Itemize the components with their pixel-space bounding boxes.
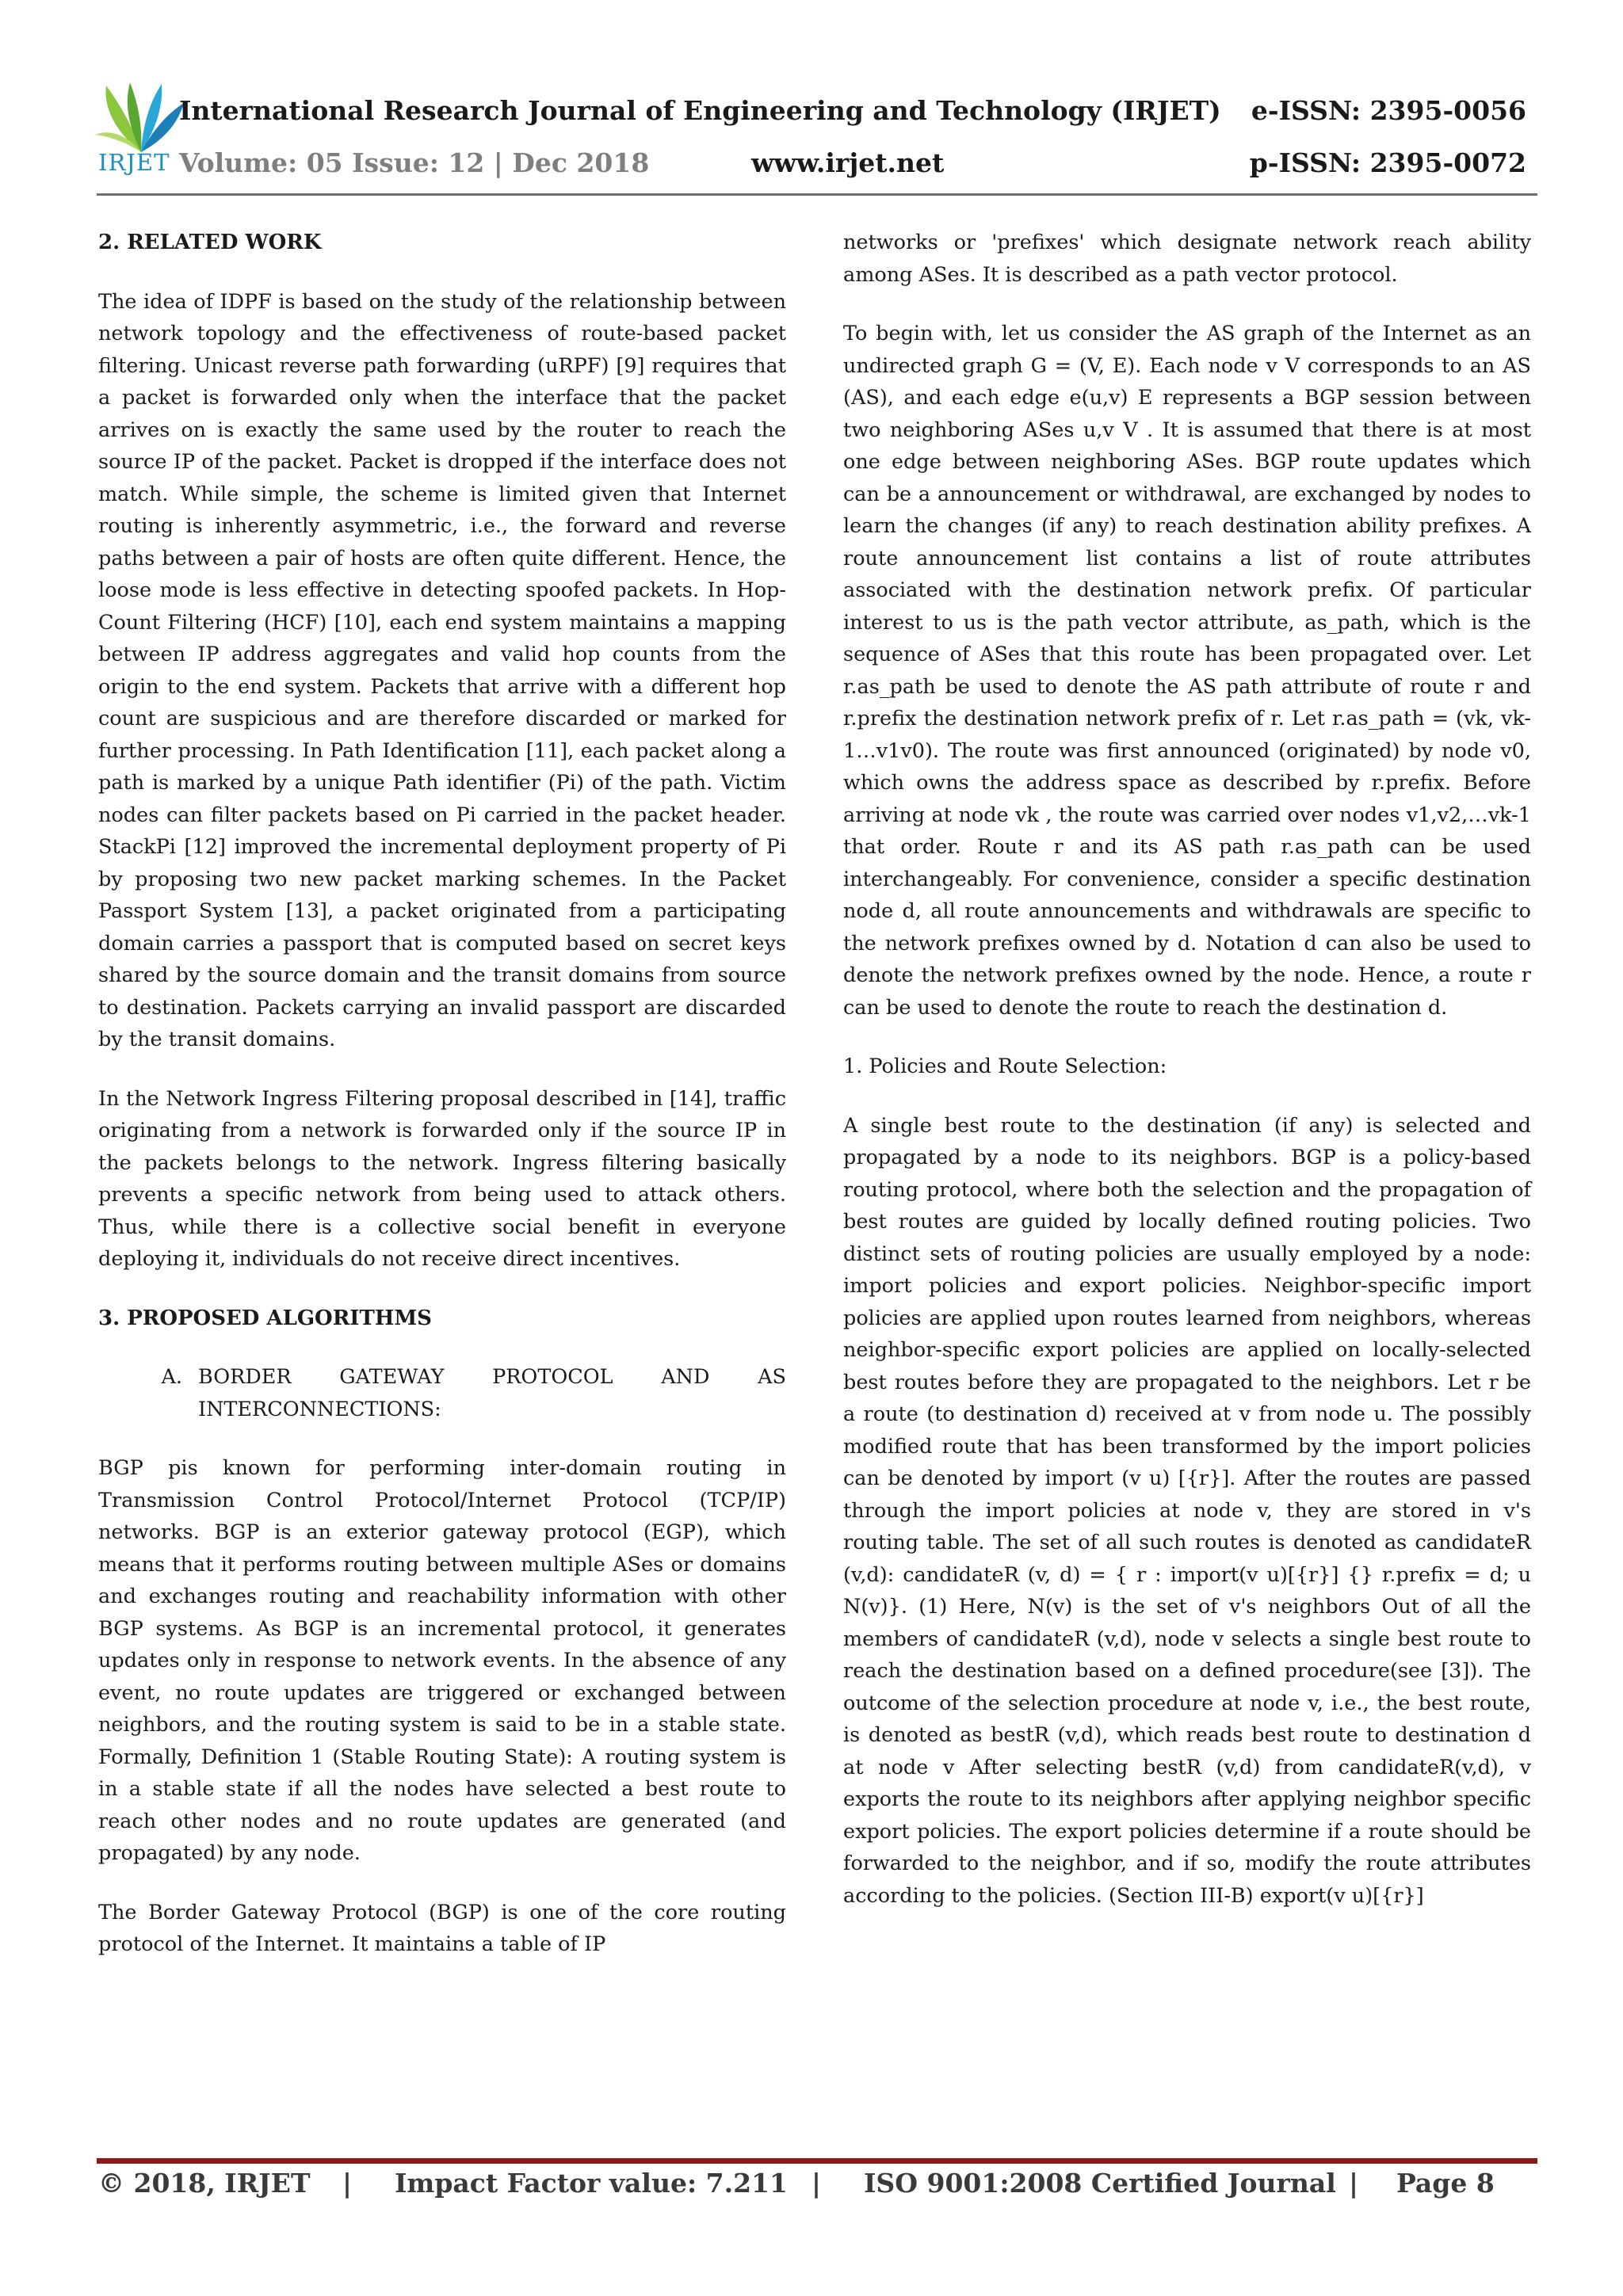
- right-paragraph-2: To begin with, let us consider the AS graph of the Internet as an undirected graph G = (V, E). Each node v V corresponds to an AS (AS), and each edge e(u,v) E represents a BGP session between two neighboring ASes u,v V . It is assumed that there is at most one edge between neighboring ASes. BGP route updates which can be a announcement or withdrawal, are exchanged by nodes to learn the changes (if any) to reach destination ability prefixes. A route announcement list contains a list of route attributes associated with the destination network prefix. Of particular interest to us is the path vector attribute, as_path, which is the sequence of ASes that this route has been propagated over. Let r.as_path be used to denote the AS path attribute of route r and r.prefix the destination network prefix of r. Let r.as_path = (vk, vk-1…v1v0). The route was first announced (originated) by node v0, which owns the address space as described by r.prefix. Before arriving at node vk , the route was carried over nodes v1,v2,…vk-1 that order. Route r and its AS path r.as_path can be used interchangeably. For convenience, consider a specific destination node d, all route announcements and withdrawals are specific to the network prefixes owned by d. Notation d can also be used to denote the network prefixes owned by the node. Hence, a route r can be used to denote the route to reach the destination d.: [843, 322, 1531, 1020]
- volume-issue: Volume: 05 Issue: 12 | Dec 2018: [179, 147, 650, 178]
- journal-title: International Research Journal of Engineering and Technology (IRJET): [179, 95, 1221, 126]
- footer-separator: |: [342, 2168, 353, 2199]
- footer-divider: [97, 2158, 1537, 2164]
- related-work-paragraph-2: In the Network Ingress Filtering proposal described in [14], traffic originating from a network is forwarded only if the source IP in the packets belongs to the network. Ingress filtering basically prevents a specific network from being used to attack others. Thus, while there is a collective social benefit in everyone deploying it, individuals do not receive direct incentives.: [98, 1086, 786, 1271]
- logo-text: IRJET: [98, 149, 170, 176]
- footer: [98, 2168, 1539, 2207]
- header-divider: [97, 193, 1537, 196]
- subsection-heading: [98, 1361, 786, 1425]
- footer-separator: |: [1349, 2168, 1359, 2199]
- related-work-paragraph-1: The idea of IDPF is based on the study of the relationship between network topology and the effectiveness of route-based packet filtering. Unicast reverse path forwarding (uRPF) [9] requires that a packet is forwarded only when the interface that the packet arrives on is exactly the same used by the router to reach the source IP of the packet. Packet is dropped if the interface does not match. While simple, the scheme is limited given that Internet routing is inherently asymmetric, i.e., the forward and reverse paths between a pair of hosts are often quite different. Hence, the loose mode is less effective in detecting spoofed packets. In Hop-Count Filtering (HCF) [10], each end system maintains a mapping between IP address aggregates and valid hop counts from the origin to the end system. Packets that arrive with a different hop count are suspicious and are therefore discarded or marked for further processing. In Path Identification [11], each packet along a path is marked by a unique Path identifier (Pi) of the path. Victim nodes can filter packets based on Pi carried in the packet header. StackPi [12] improved the incremental deployment property of Pi by proposing two new packet marking schemes. In the Packet Passport System [13], a packet originated from a participating domain carries a passport that is computed based on secret keys shared by the source domain and the transit domains from source to destination. Packets carrying an invalid passport are discarded by the transit domains.: [98, 289, 786, 1051]
- footer-page-number: Page 8: [1396, 2168, 1495, 2199]
- e-issn: e-ISSN: 2395-0056: [1251, 95, 1526, 126]
- irjet-logo: [95, 79, 187, 190]
- right-paragraph-4: A single best route to the destination (if any) is selected and propagated by a node to its neighbors. BGP is a policy-based routing protocol, where both the selection and the propagation of best routes are guided by locally defined routing policies. Two distinct sets of routing policies are usually employed by a node: import policies and export policies. Neighbor-specific import policies are applied upon routes learned from neighbors, whereas neighbor-specific export policies are applied on locally-selected best routes before they are propagated to the neighbors. Let r be a route (to destination d) received at v from node u. The possibly modified route that has been transformed by the import policies can be denoted by import (v u) [{r}]. After the routes are passed through the import policies at node v, they are stored in v's routing table. The set of all such routes is denoted as candidateR (v,d): candidateR (v, d) = { r : import(v u)[{r}] {} r.prefix = d; u N(v)}. (1) Here, N(v) is the set of v's neighbors Out of all the members of candidateR (v,d), node v selects a single best route to reach the destination based on a defined procedure(see [3]). The outcome of the selection procedure at node v, i.e., the best route, is denoted as bestR (v,d), which reads best route to destination d at node v After selecting bestR (v,d) from candidateR(v,d), v exports the route to its neighbors after applying neighbor specific export policies. The export policies determine if a route should be forwarded to the neighbor, and if so, modify the route attributes according to the policies. (Section III-B) export(v u)[{r}]: [843, 1113, 1531, 1908]
- p-issn: p-ISSN: 2395-0072: [1249, 147, 1526, 178]
- related-work-heading: 2. RELATED WORK: [98, 231, 322, 254]
- website-link[interactable]: www.irjet.net: [751, 147, 945, 178]
- proposed-algorithms-heading: 3. PROPOSED ALGORITHMS: [98, 1306, 432, 1330]
- footer-iso: ISO 9001:2008 Certified Journal: [864, 2168, 1336, 2199]
- subsection-title: BORDER GATEWAY PROTOCOL AND AS INTERCONNECTIONS:: [198, 1365, 786, 1421]
- logo-leaves-icon: [95, 79, 187, 155]
- footer-impact-factor: Impact Factor value: 7.211: [395, 2168, 788, 2199]
- footer-copyright: © 2018, IRJET: [98, 2168, 311, 2199]
- bgp-paragraph-2: The Border Gateway Protocol (BGP) is one of the core routing protocol of the Internet. It maintains a table of IP: [98, 1900, 786, 1956]
- footer-separator: |: [812, 2168, 822, 2199]
- right-column: [843, 227, 1531, 1939]
- subsection-number: A.: [161, 1365, 182, 1389]
- policies-heading: 1. Policies and Route Selection:: [843, 1055, 1167, 1078]
- bgp-paragraph-1: BGP pis known for performing inter-domain routing in Transmission Control Protocol/Internet Protocol (TCP/IP) networks. BGP is an exterior gateway protocol (EGP), which means that it performs routing between multiple ASes or domains and exchanges routing and reachability information with other BGP systems. As BGP is an incremental protocol, it generates updates only in response to network events. In the absence of any event, no route updates are triggered or exchanged between neighbors, and the routing system is said to be in a stable state. Formally, Definition 1 (Stable Routing State): A routing system is in a stable state if all the nodes have selected a best route to reach other nodes and no route updates are generated (and propagated) by any node.: [98, 1456, 786, 1865]
- left-column: [98, 227, 786, 1988]
- right-paragraph-1: networks or 'prefixes' which designate network reach ability among ASes. It is described as a path vector protocol.: [843, 231, 1531, 287]
